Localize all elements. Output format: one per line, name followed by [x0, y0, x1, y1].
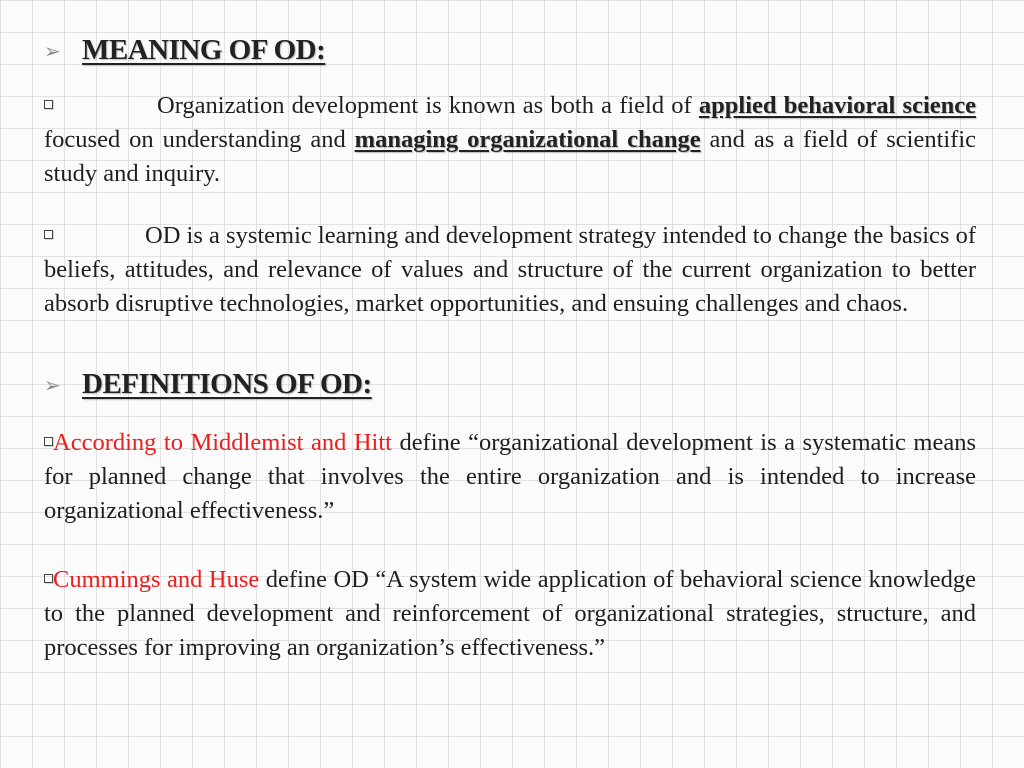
meaning-heading-text: MEANING OF OD:	[82, 34, 326, 66]
square-bullet-icon	[44, 100, 53, 109]
para1-bold-2: managing organizational change	[354, 126, 701, 153]
arrow-bullet-icon: ➢	[44, 38, 61, 63]
meaning-paragraph-1	[44, 89, 976, 191]
para1-text-1: Organization development is known as both a field of	[157, 92, 692, 119]
definition-2-author: Cummings and Huse	[53, 566, 260, 593]
definition-2-text: define OD “A system wide application of behavioral science knowledge to the planned development and reinforcement of organizational strategies, structure, and processes for improving an organization’s effectiveness.”	[44, 566, 976, 661]
definitions-heading	[44, 368, 372, 401]
definition-1	[44, 426, 976, 528]
para1-bold-1: applied behavioral science	[698, 92, 976, 119]
para1-text-2: focused on understanding and	[44, 126, 346, 153]
square-bullet-icon	[44, 437, 53, 446]
meaning-paragraph-2	[44, 219, 976, 321]
square-bullet-icon	[44, 574, 53, 583]
para1-text-3: and as a field of scientific study and inquiry.	[44, 126, 977, 187]
arrow-bullet-icon: ➢	[44, 372, 61, 397]
definition-2	[44, 563, 976, 665]
square-bullet-icon	[44, 230, 53, 239]
definition-1-author: According to Middlemist and Hitt	[53, 429, 392, 456]
meaning-heading	[44, 34, 325, 67]
definitions-heading-text: DEFINITIONS OF OD:	[82, 368, 372, 400]
para2-text: OD is a systemic learning and development strategy intended to change the basics of beliefs, attitudes, and relevance of values and structure of the current organization to better absorb disruptive technologies, market opportunities, and ensuing challenges and chaos.	[44, 222, 976, 317]
definition-1-text: define “organizational development is a systematic means for planned change that involves the entire organization and is intended to increase organizational effectiveness.”	[44, 429, 976, 524]
